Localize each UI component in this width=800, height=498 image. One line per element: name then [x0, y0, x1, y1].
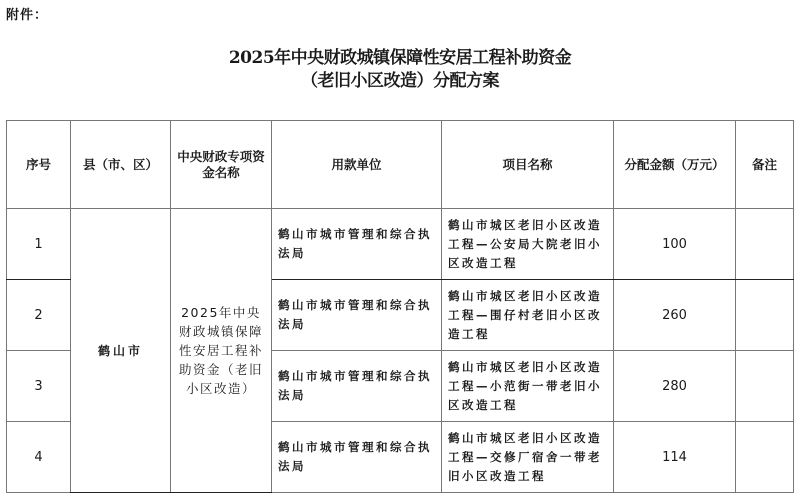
cell-project: 鹤山市城区老旧小区改造工程—小范街一带老旧小区改造工程 — [442, 351, 614, 422]
cell-index: 2 — [7, 280, 71, 351]
cell-amount: 114 — [614, 422, 736, 493]
cell-index: 1 — [7, 209, 71, 280]
cell-note — [736, 422, 794, 493]
cell-fund-name: 2025年中央财政城镇保障性安居工程补助资金（老旧小区改造） — [171, 209, 272, 493]
cell-project: 鹤山市城区老旧小区改造工程—公安局大院老旧小区改造工程 — [442, 209, 614, 280]
cell-unit: 鹤山市城市管理和综合执法局 — [272, 422, 442, 493]
cell-project: 鹤山市城区老旧小区改造工程—围仔村老旧小区改造工程 — [442, 280, 614, 351]
cell-note — [736, 280, 794, 351]
allocation-table — [6, 120, 794, 493]
cell-index: 3 — [7, 351, 71, 422]
header-fund-name-text: 中央财政专项资金名称 — [177, 148, 265, 180]
cell-index: 4 — [7, 422, 71, 493]
attachment-label: 附件： — [6, 8, 49, 23]
cell-amount: 260 — [614, 280, 736, 351]
header-index: 序号 — [7, 121, 71, 209]
header-project: 项目名称 — [442, 121, 614, 209]
header-county: 县（市、区） — [71, 121, 171, 209]
cell-note — [736, 351, 794, 422]
header-unit: 用款单位 — [272, 121, 442, 209]
header-note: 备注 — [736, 121, 794, 209]
cell-unit: 鹤山市城市管理和综合执法局 — [272, 351, 442, 422]
document-title-line2: （老旧小区改造）分配方案 — [301, 71, 499, 91]
table-header-row — [7, 121, 794, 209]
cell-project: 鹤山市城区老旧小区改造工程—交修厂宿舍一带老旧小区改造工程 — [442, 422, 614, 493]
cell-note — [736, 209, 794, 280]
header-fund-name — [171, 121, 272, 209]
cell-unit: 鹤山市城市管理和综合执法局 — [272, 280, 442, 351]
table-row — [7, 209, 794, 280]
cell-unit: 鹤山市城市管理和综合执法局 — [272, 209, 442, 280]
header-amount: 分配金额（万元） — [614, 121, 736, 209]
cell-amount: 280 — [614, 351, 736, 422]
cell-amount: 100 — [614, 209, 736, 280]
cell-county: 鹤山市 — [71, 209, 171, 493]
document-title-line1: 2025年中央财政城镇保障性安居工程补助资金 — [228, 48, 572, 68]
